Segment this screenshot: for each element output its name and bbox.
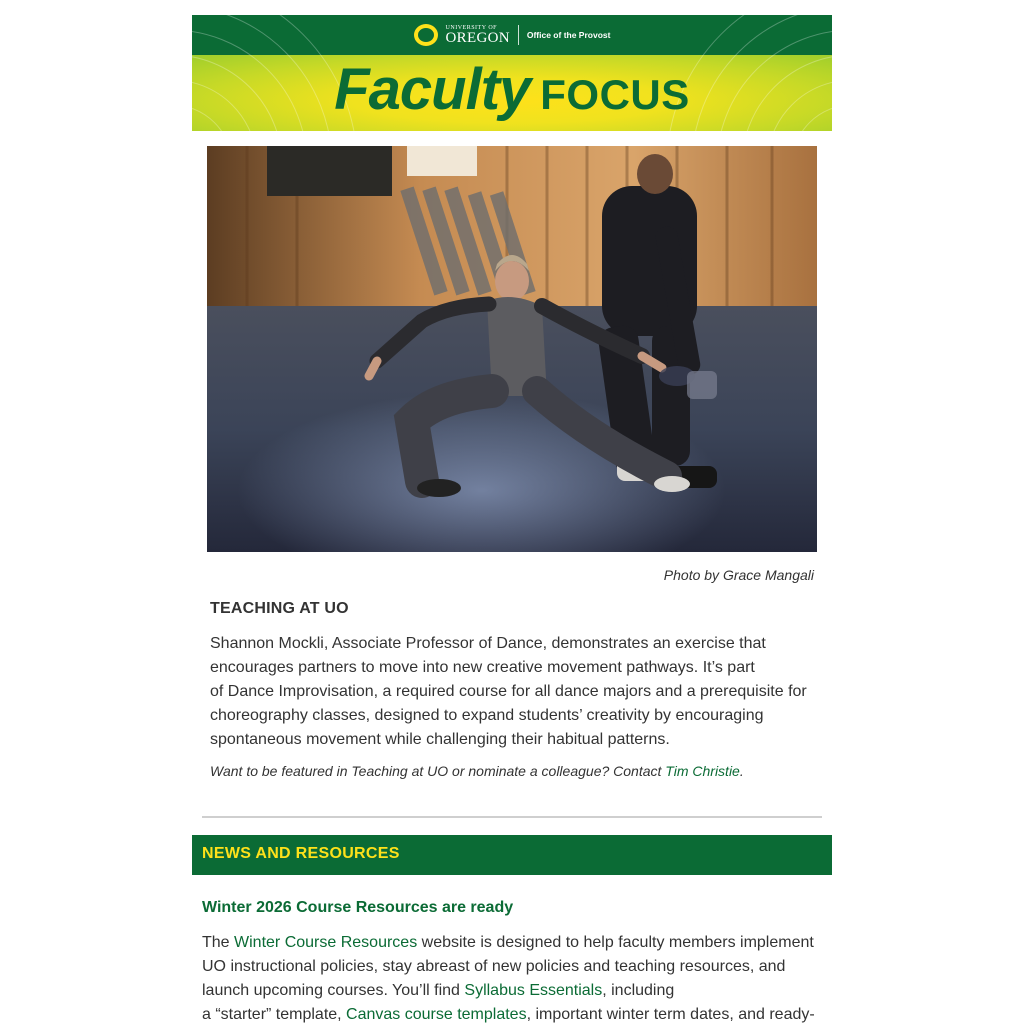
article-text: a “starter” template, bbox=[202, 1006, 347, 1023]
contact-tim-christie-link[interactable]: Tim Christie bbox=[665, 763, 740, 779]
news-section-header bbox=[192, 835, 832, 875]
logo-separator bbox=[518, 25, 519, 45]
article-heading: Winter 2026 Course Resources are ready bbox=[202, 899, 514, 916]
cta-text: Want to be featured in Teaching at UO or nominate a colleague? Contact bbox=[210, 763, 666, 779]
uo-logo-row[interactable] bbox=[192, 15, 832, 55]
feature-body-line-1: Shannon Mockli, Associate Professor of Dance, demonstrates an exercise that bbox=[210, 635, 766, 652]
feature-body-line-4: choreography classes, designed to expand students’ creativity by encouraging bbox=[210, 707, 764, 724]
feature-body-line-5: spontaneous movement while challenging their habitual patterns. bbox=[210, 731, 670, 748]
photo-credit: Photo by Grace Mangali bbox=[663, 567, 814, 583]
article-text: , important winter term dates, and ready- bbox=[526, 1006, 815, 1023]
article-text: The bbox=[202, 934, 235, 951]
newsletter-title bbox=[192, 57, 832, 131]
cta-end: . bbox=[739, 763, 744, 779]
oregon-label: OREGON bbox=[445, 29, 510, 46]
article-text: UO instructional policies, stay abreast of new policies and teaching resources, and bbox=[202, 958, 786, 975]
university-wordmark bbox=[446, 25, 510, 46]
news-section-title: NEWS AND RESOURCES bbox=[202, 845, 400, 862]
article-text: website is designed to help faculty members implement bbox=[417, 934, 814, 951]
winter-course-resources-link[interactable]: Winter Course Resources bbox=[234, 934, 418, 951]
feature-body bbox=[210, 632, 810, 752]
teaching-section-heading: TEACHING AT UO bbox=[210, 600, 349, 617]
office-label: Office of the Provost bbox=[526, 30, 611, 40]
uo-o-logo-icon bbox=[414, 24, 438, 46]
university-of-label: UNIVERSITY OF bbox=[445, 24, 497, 31]
feature-photo bbox=[207, 146, 817, 552]
feature-cta bbox=[210, 763, 810, 779]
syllabus-essentials-link[interactable]: Syllabus Essentials bbox=[464, 982, 603, 999]
article-text: launch upcoming courses. You’ll find bbox=[202, 982, 465, 999]
section-divider bbox=[202, 816, 822, 818]
article-body bbox=[202, 931, 817, 1027]
title-faculty: Faculty bbox=[334, 57, 531, 122]
feature-body-line-3: of Dance Improvisation, a required course for all dance majors and a prerequisite for bbox=[210, 683, 807, 700]
newsletter-email bbox=[192, 15, 832, 1023]
title-focus: FOCUS bbox=[540, 71, 690, 118]
feature-body-line-2: encourages partners to move into new creative movement pathways. It’s part bbox=[210, 659, 755, 676]
article-text: , including bbox=[602, 982, 675, 999]
canvas-course-templates-link[interactable]: Canvas course templates bbox=[346, 1006, 527, 1023]
newsletter-banner bbox=[192, 15, 832, 131]
dance-photo-image bbox=[207, 146, 817, 552]
